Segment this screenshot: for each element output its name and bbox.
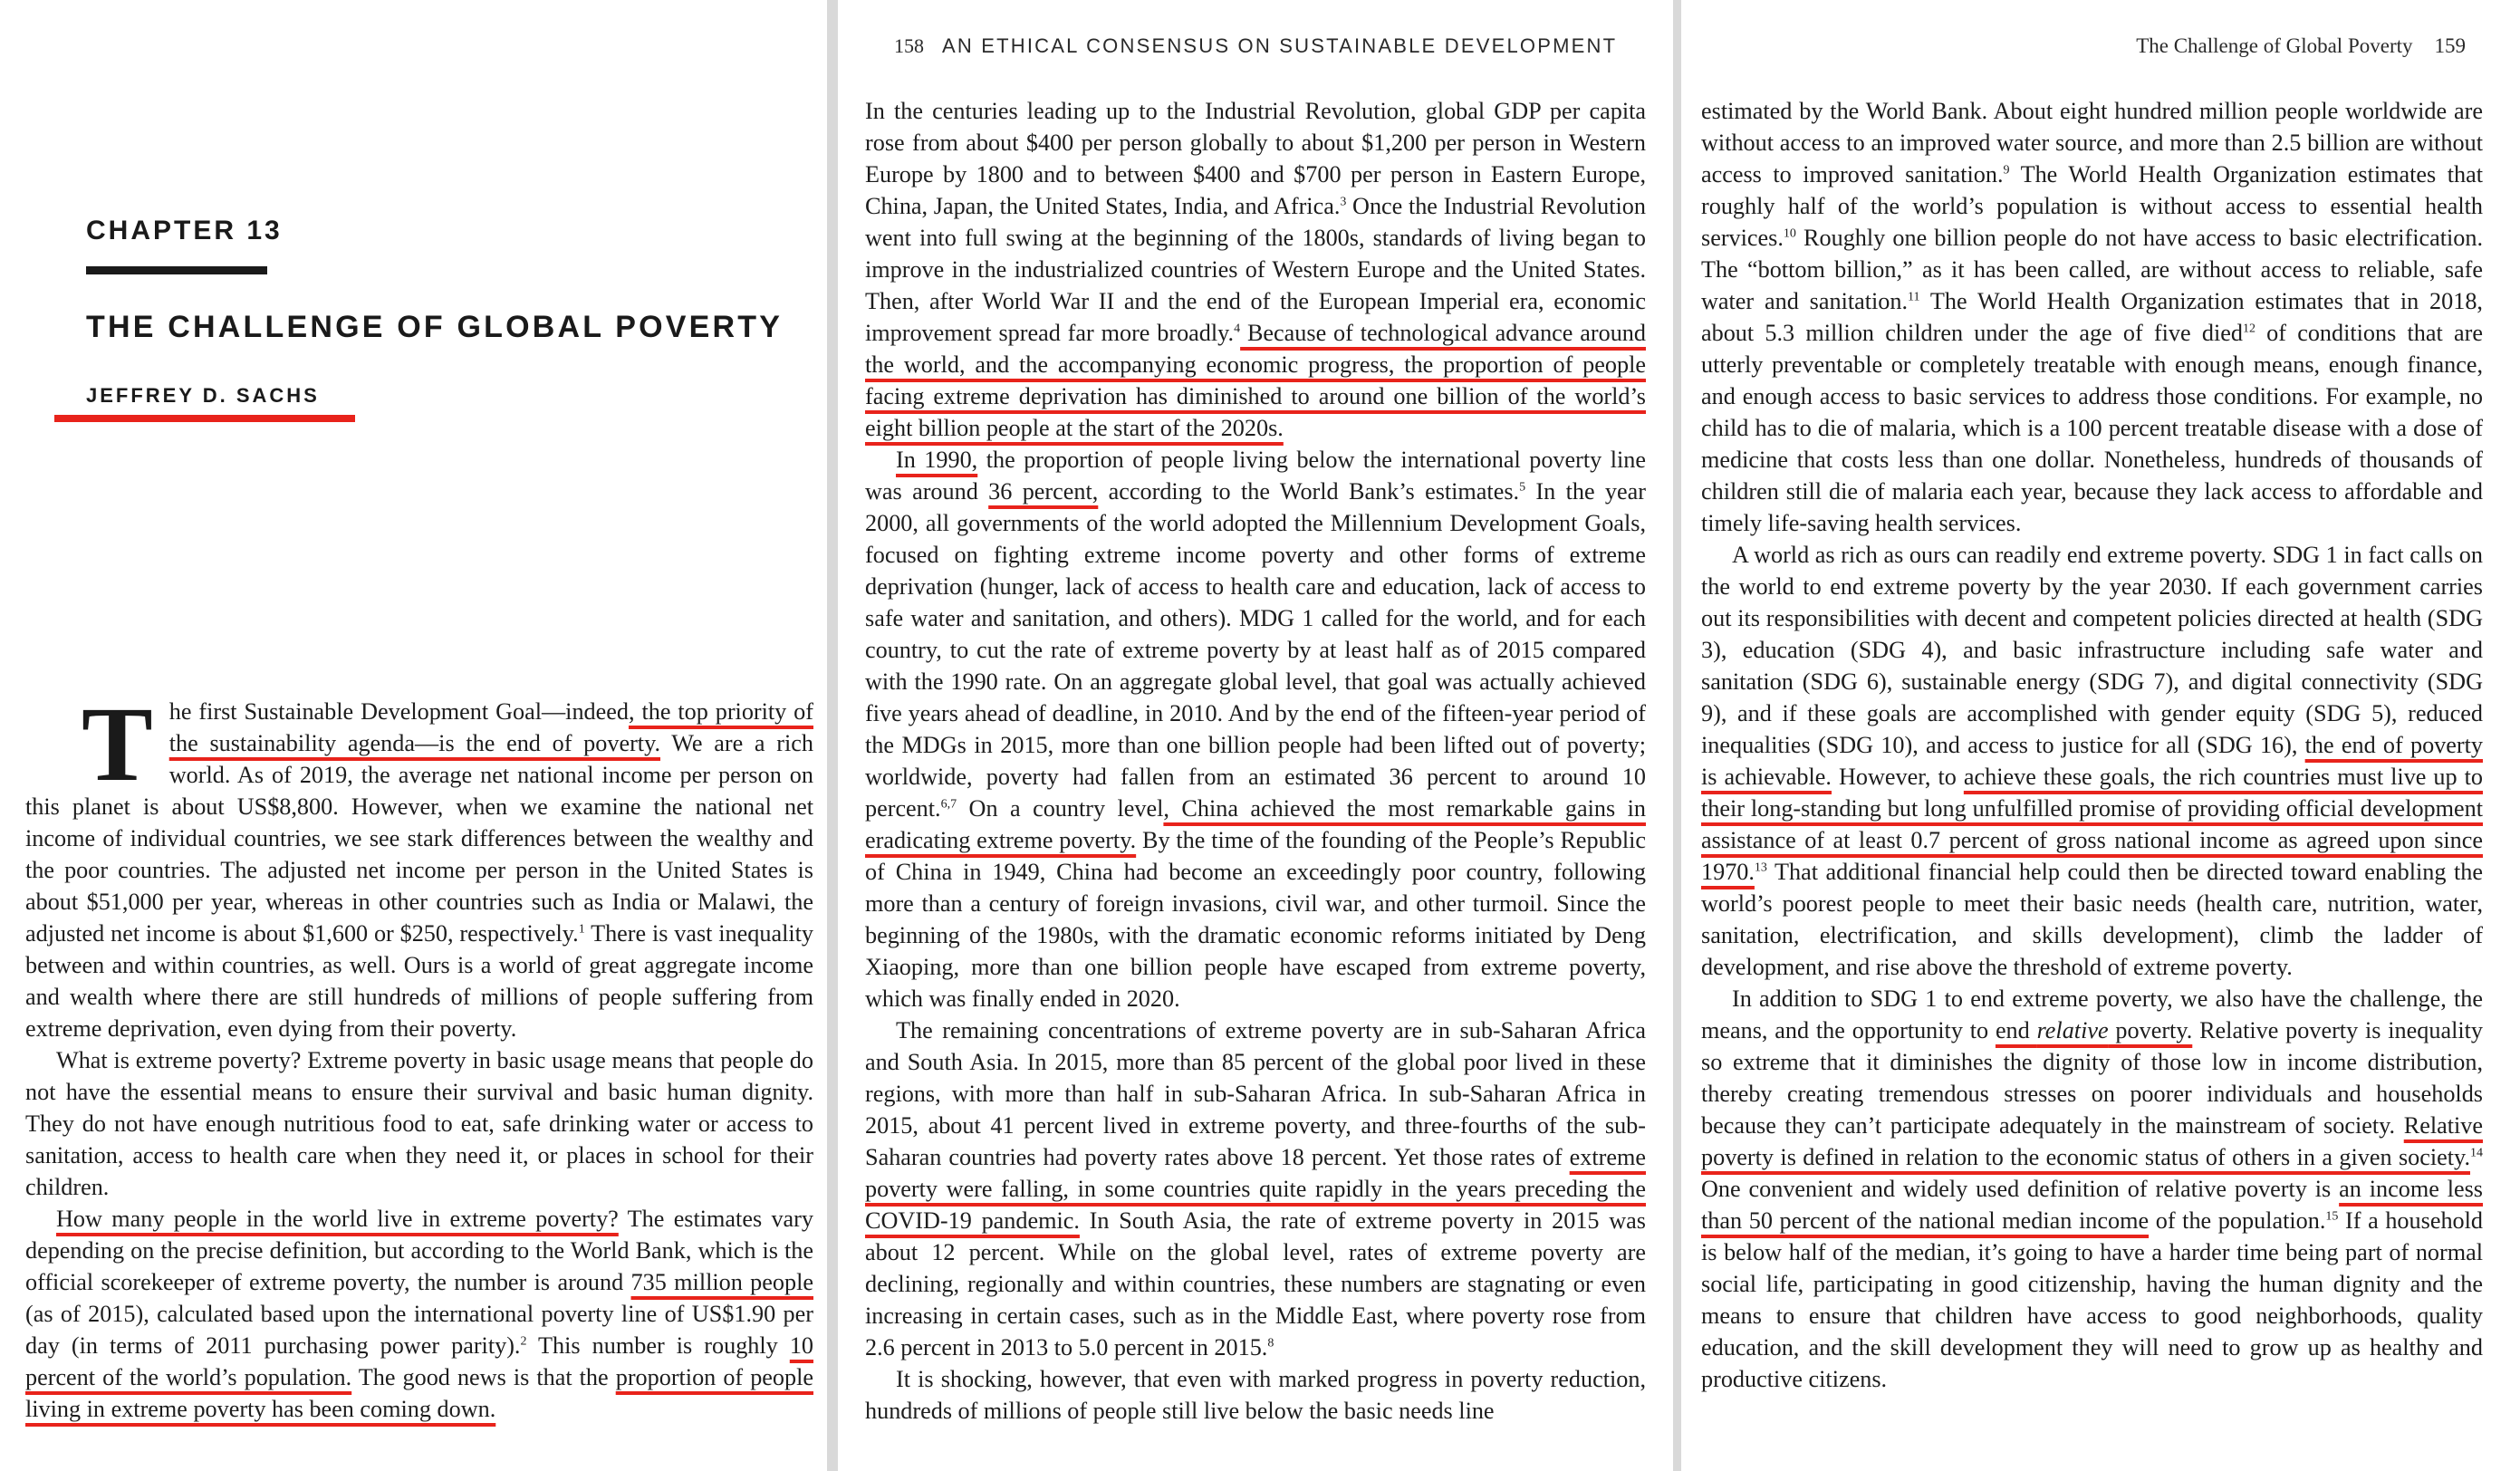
text-run: Relative poverty is inequality so extreme that it diminishes the dignity of those low in income distribution, thereby creating tremendous stresses on poorer individuals and households because they can’t participate adequately in the mainstream of society. xyxy=(1701,1017,2483,1139)
text-run: The estimates vary depending on the precise definition, but according to the World Bank, which is the official scorekeeper of extreme poverty, the number is around xyxy=(25,1206,813,1295)
paragraph: What is extreme poverty? Extreme poverty in basic usage means that people do not have the essential means to ensure their survival and basic human dignity. They do not have enough nutritious food to eat, safe drinking water or access to sanitation, access to health care when they need it, or places in school for their children. xyxy=(25,1047,813,1200)
highlighted-text: , China achieved the most remarkable gains in eradicating extreme poverty. xyxy=(865,795,1646,853)
highlighted-text: an income less than 50 percent of the national median income xyxy=(1701,1176,2484,1234)
text-run: Once the Industrial Revolution went into full swing at the beginning of the 1800s, standards of living began to improve in the industrialized countries of Western Europe and the United States. Then, after World War II and the end of the European Imperial era, economic improvement spread far more broadly. xyxy=(865,193,1646,346)
chapter-title: THE CHALLENGE OF GLOBAL POVERTY xyxy=(86,310,784,344)
running-head xyxy=(894,34,1617,58)
footnote-ref: 10 xyxy=(1783,226,1796,241)
footnote-ref: 2 xyxy=(520,1334,527,1349)
text-run: However, to xyxy=(1831,764,1964,790)
highlighted-text: 36 percent, xyxy=(988,478,1099,505)
text-run: If a household is below half of the median, it’s going to have a harder time being part of normal social life, participating in good citizenship, having the human dignity and the means to ensure that children have access to good neighborhoods, quality education, and the skill development they will need to grow up as healthy and productive citizens. xyxy=(1701,1207,2483,1392)
text-run: This number is roughly xyxy=(526,1332,790,1359)
text-run: (as of 2015), calculated based upon the international poverty line of US$1.90 per day (in terms of 2011 purchasing power parity). xyxy=(25,1301,813,1359)
highlighted-text: In 1990, xyxy=(896,447,978,473)
footnote-ref: 8 xyxy=(1267,1336,1274,1351)
text-run: end xyxy=(1995,1017,2037,1043)
page-number: 158 xyxy=(894,34,924,57)
left-page xyxy=(0,0,827,1471)
chapter-label: CHAPTER 13 xyxy=(86,216,283,245)
highlighted-text: proportion of people living in extreme poverty has been coming down. xyxy=(25,1364,813,1422)
highlighted-text: achieve these goals, the rich countries must live up to their long-standing but long unfulfilled promise of providing official development assistance of at least 0.7 percent of gross national income as agreed upon since 1970. xyxy=(1701,764,2483,885)
highlighted-text: Because of technological advance around the world, and the accompanying economic progress, the proportion of people facing extreme deprivation has diminished to around one billion of the world’s eight billion people at the start of the 2020s. xyxy=(865,320,1646,441)
footnote-ref: 11 xyxy=(1908,290,1920,304)
footnote-ref: 15 xyxy=(2325,1209,2339,1224)
highlighted-text: Relative poverty is defined in relation to the economic status of others in a given society. xyxy=(1701,1112,2483,1170)
text-run: In addition to SDG 1 to end extreme poverty, we also have the challenge, the means, and the opportunity to xyxy=(1701,985,2483,1043)
running-head-title: The Challenge of Global Poverty xyxy=(2136,34,2413,57)
page-number: 159 xyxy=(2434,34,2466,57)
middle-page xyxy=(838,0,1673,1471)
footnote-ref: 4 xyxy=(1234,322,1241,336)
highlighted-text: extreme poverty were falling, in some countries quite rapidly in the years preceding the COVID-19 pandemic. xyxy=(865,1144,1646,1234)
text-run: of the population. xyxy=(2149,1207,2326,1234)
highlighted-text: How many people in the world live in extreme poverty? xyxy=(56,1206,619,1232)
footnote-ref: 6,7 xyxy=(940,797,957,812)
footnote-ref: 1 xyxy=(578,922,585,937)
right-page-body xyxy=(1701,95,2483,1395)
text-run: In the year 2000, all governments of the world adopted the Millennium Development Goals, focused on fighting extreme income poverty and other forms of extreme deprivation (hunger, lack of access to health care and education, lack of access to safe water and sanitation, and others). MDG 1 called for the world, and for each country, to cut the rate of extreme poverty by at least half as of 2015 compared with the 1990 rate. On an aggregate global level, that goal was actually achieved five years ahead of deadline, in 2010. And by the end of the fifteen-year period of the MDGs in 2015, more than one billion people had been lifted out of poverty; worldwide, poverty had fallen from an estimated 36 percent to around 10 percent. xyxy=(865,478,1646,822)
right-page xyxy=(1681,0,2520,1471)
highlighted-text: 10 percent of the world’s population. xyxy=(25,1332,813,1390)
text-run: the proportion of people living below the international poverty line was around xyxy=(865,447,1646,505)
footnote-ref: 13 xyxy=(1754,860,1767,875)
text-run: That additional financial help could then be directed toward enabling the world’s poorest people to meet their basic needs (health care, nutrition, water, sanitation, electrification, and skills development), climb the ladder of development, and rise above the threshold of extreme poverty. xyxy=(1701,859,2483,980)
paragraph: It is shocking, however, that even with marked progress in poverty reduction, hundreds of millions of people still live below the basic needs line xyxy=(865,1366,1646,1424)
footnote-ref: 9 xyxy=(2003,163,2010,178)
paragraph xyxy=(865,1014,1646,1363)
text-run: estimated by the World Bank. About eight hundred million people worldwide are without access to an improved water source, and more than 2.5 billion are without access to improved sanitation. xyxy=(1701,98,2483,187)
text-run: according to the World Bank’s estimates. xyxy=(1098,478,1520,505)
text-run: In the centuries leading up to the Industrial Revolution, global GDP per capita rose from about $400 per person globally to about $1,200 per person in Western Europe by 1800 and to between $400 and $700 per person in Eastern Europe, China, Japan, the United States, India, and Africa. xyxy=(865,98,1646,219)
footnote-ref: 5 xyxy=(1519,480,1526,495)
middle-page-body xyxy=(865,95,1646,1427)
paragraph xyxy=(865,444,1646,1014)
paragraph xyxy=(25,1203,813,1425)
text-run: We are a rich world. As of 2019, the average net national income per person on this planet is about US$8,800. However, when we examine the national net income of individual countries, we see stark differences between the wealthy and the poor countries. The adjusted net income per person in the United States is about $51,000 per year, whereas in other countries such as India or Malawi, the adjusted net income is about $1,600 or $250, respectively. xyxy=(25,730,814,947)
text-run: By the time of the founding of the People’s Republic of China in 1949, China had become an exceedingly poor country, following more than a century of foreign invasions, civil war, and other turmoil. Since the beginning of the 1980s, with the dramatic economic reforms initiated by Deng Xiaoping, more than one billion people have escaped from extreme poverty, which was finally ended in 2020. xyxy=(865,827,1646,1012)
text-run: In South Asia, the rate of extreme poverty in 2015 was about 12 percent. While on the global level, rates of extreme poverty are declining, regionally and within countries, these numbers are stagnating or even increasing in certain cases, such as in the Middle East, where poverty rose from 2.6 percent in 2013 to 5.0 percent in 2015. xyxy=(865,1207,1646,1360)
paragraph xyxy=(25,685,814,1044)
footnote-ref: 3 xyxy=(1340,195,1347,209)
text-run: One convenient and widely used definition of relative poverty is xyxy=(1701,1176,2340,1202)
highlighted-text xyxy=(1996,1017,2192,1043)
paragraph xyxy=(1701,983,2483,1395)
text-run: The World Health Organization estimates that roughly half of the world’s population is without access to essential health services. xyxy=(1701,161,2483,251)
text-run: poverty. xyxy=(2108,1017,2193,1043)
chapter-rule xyxy=(86,266,267,274)
drop-cap: T xyxy=(82,685,153,803)
footnote-ref: 12 xyxy=(2242,322,2255,336)
text-run: On a country level xyxy=(957,795,1164,822)
chapter-author: JEFFREY D. SACHS xyxy=(86,384,320,407)
running-head xyxy=(2136,34,2466,58)
paragraph xyxy=(865,95,1646,444)
highlighted-text: , the top priority of the sustainability agenda—is the end of poverty. xyxy=(168,698,813,756)
left-page-body xyxy=(25,685,814,1425)
paragraph xyxy=(1701,539,2483,983)
footnote-ref: 14 xyxy=(2470,1146,2483,1160)
text-run: A world as rich as ours can readily end extreme poverty. SDG 1 in fact calls on the world to end extreme poverty by the year 2030. If each government carries out its responsibilities with decent and competent policies directed at health (SDG 3), education (SDG 4), and basic infrastructure including safe water and sanitation (SDG 6), sustainable energy (SDG 7), and digital connectivity (SDG 9), and if these goals are accomplished with gender equity (SDG 5), reduced inequalities (SDG 10), and access to justice for all (SDG 16), xyxy=(1701,542,2483,758)
text-run: The World Health Organization estimates that in 2018, about 5.3 million children under the age of five died xyxy=(1701,288,2483,346)
text-run: The good news is that the xyxy=(351,1364,616,1390)
author-highlight-mark xyxy=(54,415,355,422)
text-run: of conditions that are utterly preventable or completely treatable with enough means, enough finance, and enough access to basic services to address those conditions. For example, no child has to die of malaria, which is a 100 percent treatable disease with a dose of medicine that costs less than one dollar. Nonetheless, hundreds of thousands of children still die of malaria each year, because they lack access to affordable and timely life-saving health services. xyxy=(1701,320,2483,536)
text-run: he first Sustainable Development Goal—indeed xyxy=(168,698,629,725)
highlighted-text: 735 million people xyxy=(630,1269,813,1295)
text-run: Roughly one billion people do not have access to basic electrification. The “bottom billion,” as it has been called, are without access to reliable, safe water and sanitation. xyxy=(1701,225,2483,314)
italic-text: relative xyxy=(2036,1017,2109,1043)
text-run: The remaining concentrations of extreme poverty are in sub-Saharan Africa and South Asia. In 2015, more than 85 percent of the global poor lived in these regions, with more than half in sub-Saharan Africa. In sub-Saharan Africa in 2015, about 41 percent lived in extreme poverty, and three-fourths of the sub-Saharan countries had poverty rates above 18 percent. Yet those rates of xyxy=(865,1017,1646,1170)
highlighted-text: the end of poverty is achievable. xyxy=(1701,732,2483,790)
running-head-title: AN ETHICAL CONSENSUS ON SUSTAINABLE DEVELOPMENT xyxy=(942,34,1618,57)
paragraph xyxy=(1701,95,2483,539)
text-run: There is vast inequality between and within countries, as well. Ours is a world of great aggregate income and wealth where there are still hundreds of millions of people suffering from extreme deprivation, even dying from their poverty. xyxy=(25,920,813,1042)
